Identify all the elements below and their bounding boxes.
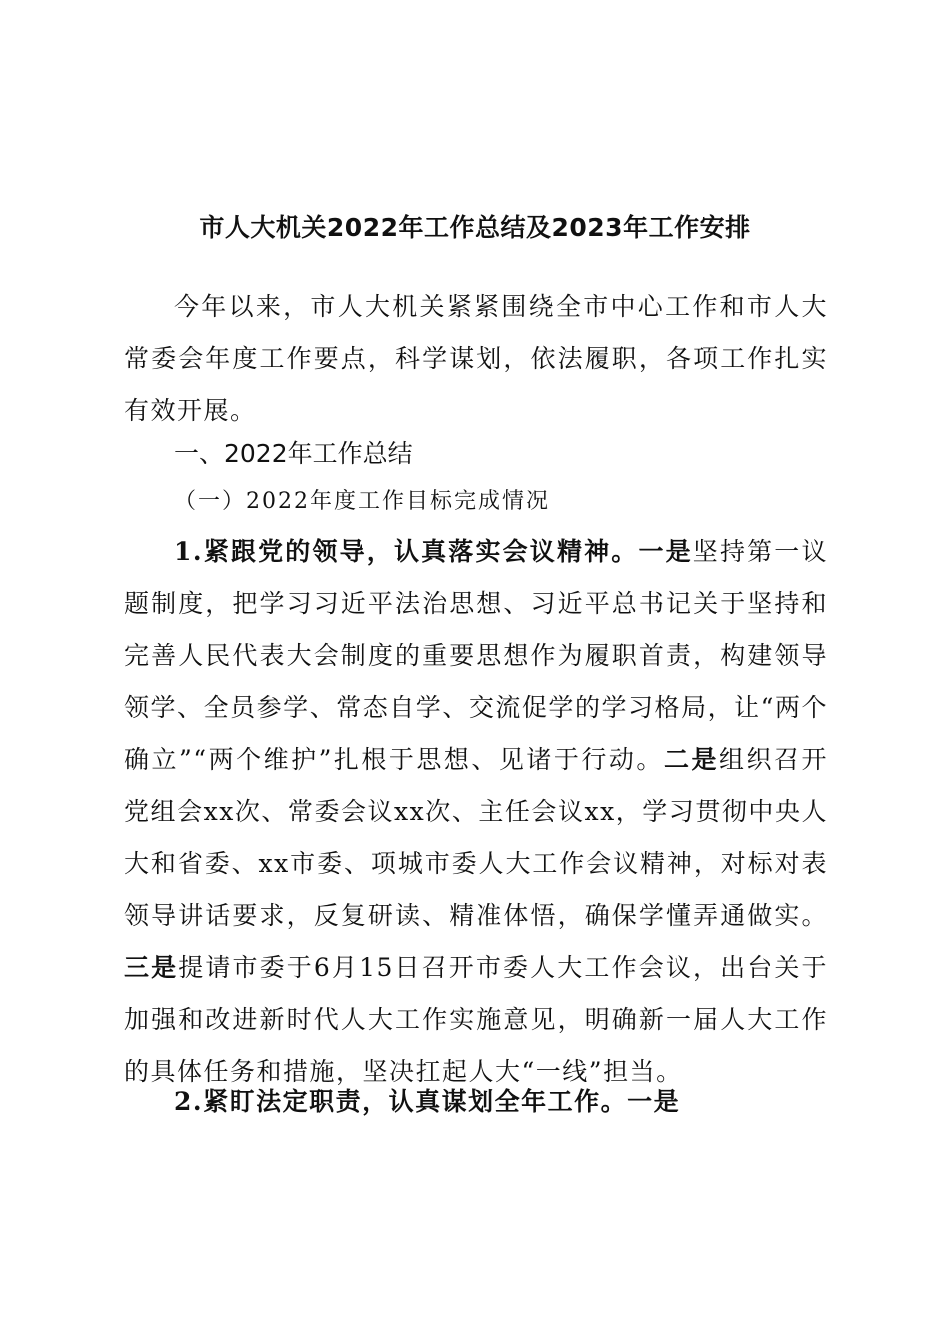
item-2-paragraph: [124, 1076, 828, 1128]
section-heading: 一、2022年工作总结: [174, 439, 413, 468]
document-title: 市人大机关2022年工作总结及2023年工作安排: [199, 213, 751, 242]
item-2-marker-1: 一是: [627, 1087, 681, 1116]
item-1-text-2: 组织召开党组会xx次、常委会议xx次、主任会议xx，学习贯彻中央人大和省委、xx市委、项城市委人大工作会议精神，对标对表领导讲话要求，反复研读、精准体悟，确保学懂弄通做实。: [124, 745, 828, 930]
item-1-lead: 1.紧跟党的领导，认真落实会议精神。: [174, 537, 639, 566]
intro-paragraph: 今年以来，市人大机关紧紧围绕全市中心工作和市人大常委会年度工作要点，科学谋划，依法履职，各项工作扎实有效开展。: [124, 292, 828, 425]
item-2-lead: 2.紧盯法定职责，认真谋划全年工作。: [174, 1087, 628, 1116]
item-1-text-3: 提请市委于6月15日召开市委人大工作会议，出台关于加强和改进新时代人大工作实施意见，明确新一届人大工作的具体任务和措施，坚决扛起人大“一线”担当。: [124, 953, 828, 1086]
item-1-marker-1: 一是: [638, 537, 693, 566]
item-1-text-1: 坚持第一议题制度，把学习习近平法治思想、习近平总书记关于坚持和完善人民代表大会制度的重要思想作为履职首责，构建领导领学、全员参学、常态自学、交流促学的学习格局，让“两个确立”“两个维护”扎根于思想、见诸于行动。: [124, 537, 828, 774]
item-1-marker-2: 二是: [663, 745, 719, 774]
item-1-marker-3: 三是: [124, 953, 179, 982]
section-subheading: （一）2022年度工作目标完成情况: [174, 489, 550, 514]
item-1-paragraph: [124, 526, 828, 1098]
